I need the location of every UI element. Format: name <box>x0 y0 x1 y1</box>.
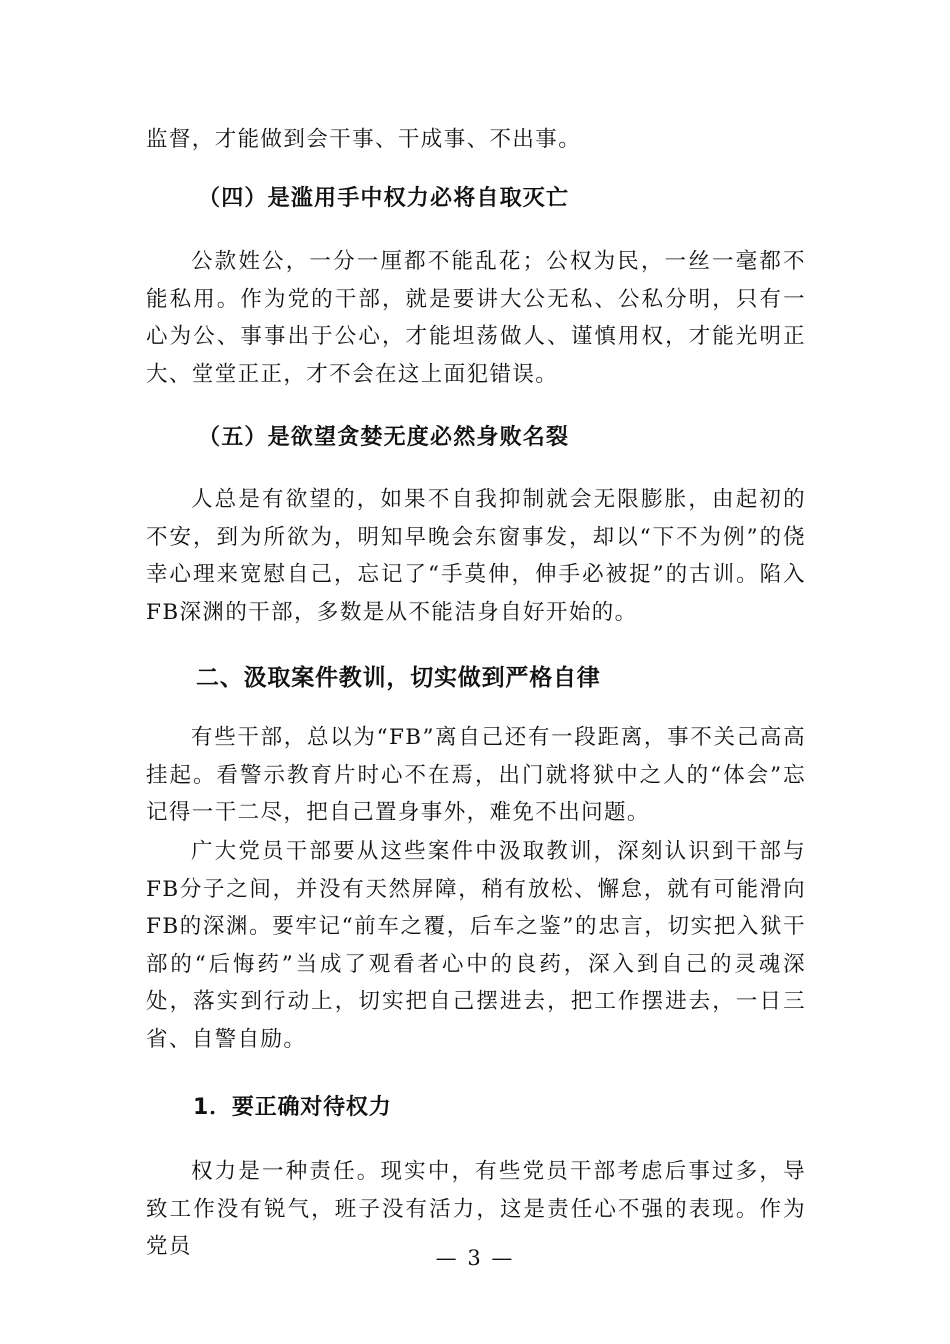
numbered-heading-one: 1．要正确对待权力 <box>193 1095 392 1120</box>
paragraph-public-power: 公款姓公，一分一厘都不能乱花；公权为民，一丝一毫都不能私用。作为党的干部，就是要讲大公无私、公私分明，只有一心为公、事事出于公心，才能坦荡做人、谨慎用权，才能光明正大、堂堂正正，才不会在这上面犯错误。 <box>146 249 806 387</box>
page-number: — 3 — <box>435 1246 515 1270</box>
continuation-paragraph: 监督，才能做到会干事、干成事、不出事。 <box>146 127 582 152</box>
section-two-heading: 二、汲取案件教训，切实做到严格自律 <box>196 665 601 691</box>
paragraph-some-cadres: 有些干部，总以为“FB”离自己还有一段距离，事不关己高高挂起。看警示教育片时心不在焉，出门就将狱中之人的“体会”忘记得一干二尽，把自己置身事外，难免不出问题。 <box>146 725 806 826</box>
paragraph-desire: 人总是有欲望的，如果不自我抑制就会无限膨胀，由起初的不安，到为所欲为，明知早晚会东窗事发，却以“下不为例”的侥幸心理来宽慰自己，忘记了“手莫伸，伸手必被捉”的古训。陷入FB深渊的干部，多数是从不能洁身自好开始的。 <box>146 487 806 625</box>
paragraph-lessons: 广大党员干部要从这些案件中汲取教训，深刻认识到干部与FB分子之间，并没有天然屏障，稍有放松、懈怠，就有可能滑向FB的深渊。要牢记“前车之覆，后车之鉴”的忠言，切实把入狱干部的“后悔药”当成了观看者心中的良药，深入到自己的灵魂深处，落实到行动上，切实把自己摆进去，把工作摆进去，一日三省、自警自励。 <box>146 839 806 1052</box>
paragraph-power-responsibility: 权力是一种责任。现实中，有些党员干部考虑后事过多，导致工作没有锐气，班子没有活力，这是责任心不强的表现。作为党员 <box>146 1159 806 1260</box>
subheading-five: （五）是欲望贪婪无度必然身败名裂 <box>198 424 570 450</box>
subheading-four: （四）是滥用手中权力必将自取灭亡 <box>198 185 570 211</box>
